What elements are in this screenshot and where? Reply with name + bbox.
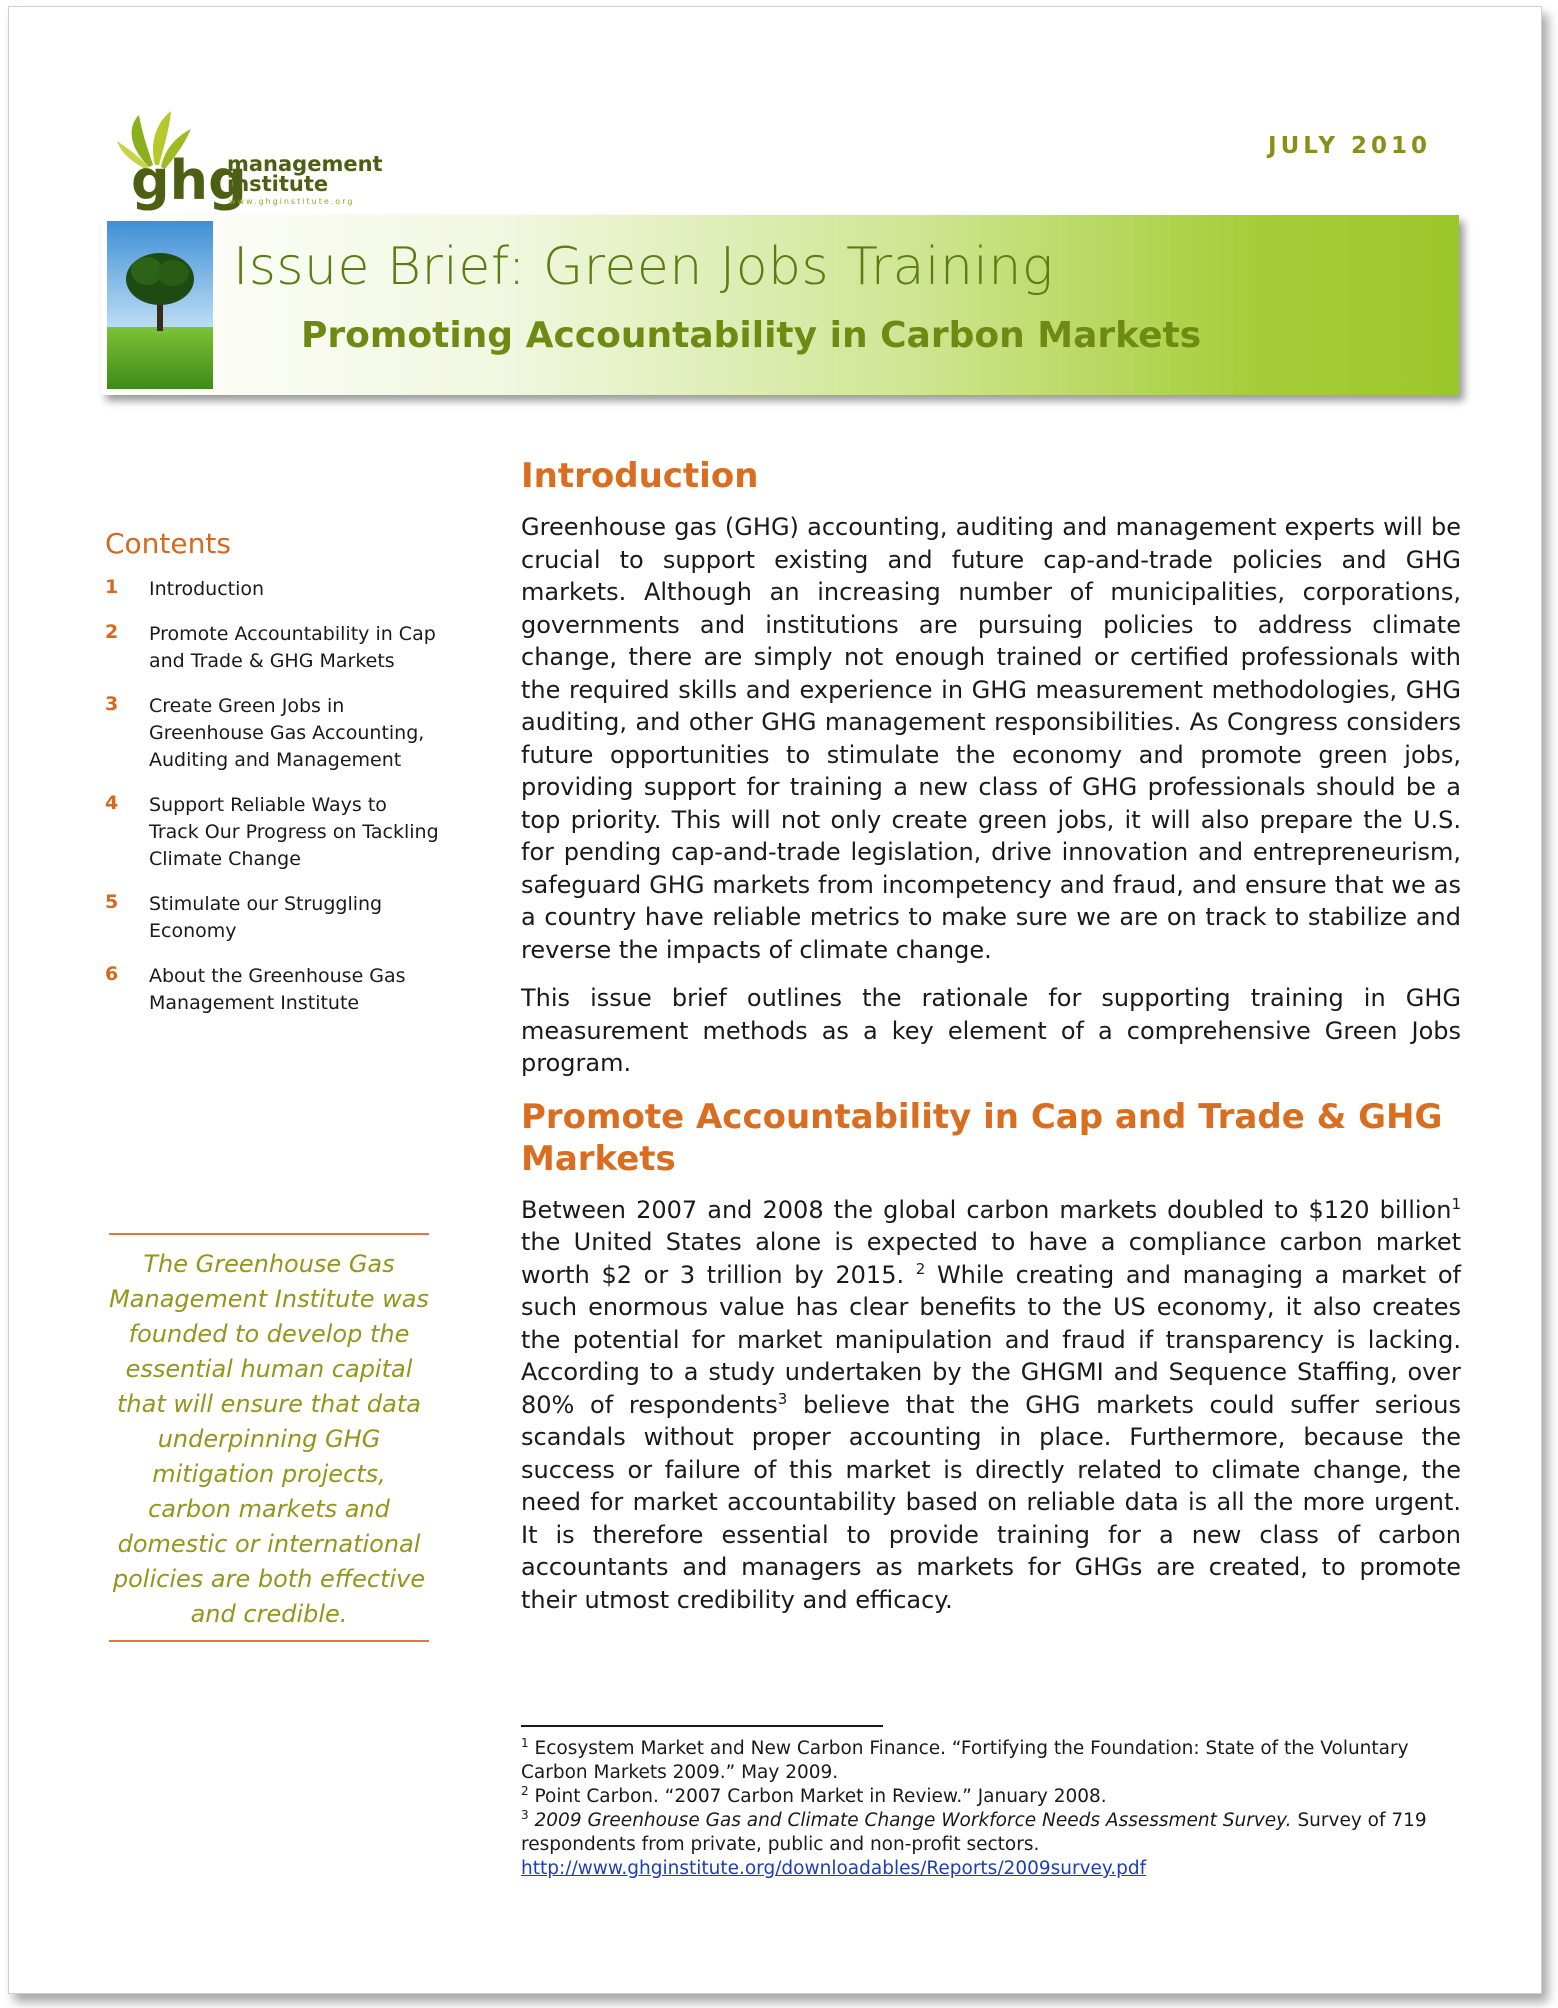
toc-item-label: Support Reliable Ways to Track Our Progress on Tackling Climate Change bbox=[149, 794, 439, 870]
toc-item[interactable] bbox=[105, 621, 445, 675]
document-page bbox=[8, 6, 1542, 1994]
tree-photo bbox=[107, 221, 213, 389]
ghg-logo bbox=[109, 107, 449, 217]
footnote-ref-1[interactable]: 1 bbox=[1451, 1194, 1461, 1213]
toc-item[interactable] bbox=[105, 891, 445, 945]
svg-text:institute: institute bbox=[227, 172, 329, 196]
footnote-2 bbox=[521, 1785, 1461, 1809]
accountability-heading: Promote Accountability in Cap and Trade & GHG Markets bbox=[521, 1096, 1443, 1179]
paragraph-text: While creating and managing a market of such enormous value has clear benefits to the US economy, it also creates the potential for market manipulation and fraud if transparency is lacking. According to a study undertaken by the GHGMI and Sequence Staffing, over 80% of respondents bbox=[521, 1260, 1461, 1419]
svg-text:www.ghginstitute.org: www.ghginstitute.org bbox=[229, 197, 355, 206]
toc-item-number: 6 bbox=[105, 963, 119, 985]
toc-item-number: 5 bbox=[105, 891, 119, 913]
footnote-number: 3 bbox=[521, 1807, 529, 1822]
footnote-number: 1 bbox=[521, 1735, 529, 1750]
paragraph-text: believe that the GHG markets could suffer serious scandals without proper accounting in place. Furthermore, because the success or failure of this market is directly related to climate change, the need for market accountability based on reliable data is all the more urgent. It is therefore essential to provide training for a new class of carbon accountants and managers as markets for GHGs are created, to promote their utmost credibility and efficacy. bbox=[521, 1390, 1461, 1614]
toc-item-label: About the Greenhouse Gas Management Institute bbox=[149, 965, 406, 1014]
toc-item-label: Stimulate our Struggling Economy bbox=[149, 893, 383, 942]
footnote-ref-2[interactable]: 2 bbox=[915, 1259, 926, 1278]
page-title: Issue Brief: Green Jobs Training bbox=[233, 237, 1054, 297]
toc-item-number: 2 bbox=[105, 621, 119, 643]
footnote-text: Survey of 719 respondents from private, public and non-profit sectors. bbox=[521, 1810, 1427, 1855]
introduction-paragraph-1: Greenhouse gas (GHG) accounting, auditing and management experts will be crucial to support existing and future cap-and-trade policies and GHG markets. Although an increasing number of municipalities, corporations, governments and institutions are pursuing policies to address climate change, there are simply not enough trained or certified professionals with the required skills and experience in GHG measurement methodologies, GHG auditing, and other GHG management responsibilities. As Congress considers future opportunities to stimulate the economy and promote green jobs, providing support for training a new class of GHG professionals should be a top priority. This will not only create green jobs, it will also prepare the U.S. for pending cap-and-trade legislation, drive innovation and entrepreneurism, safeguard GHG markets from incompetency and fraud, and ensure that we as a country have reliable metrics to make sure we are on track to stabilize and reverse the impacts of climate change. bbox=[521, 513, 1461, 964]
footnote-3 bbox=[521, 1809, 1461, 1881]
main-content bbox=[521, 455, 1461, 1632]
table-of-contents bbox=[105, 527, 445, 1035]
survey-pdf-link[interactable]: http://www.ghginstitute.org/downloadables/Reports/2009survey.pdf bbox=[521, 1858, 1147, 1879]
contents-heading: Contents bbox=[105, 527, 231, 560]
toc-item-number: 4 bbox=[105, 792, 119, 814]
footnote-number: 2 bbox=[521, 1783, 529, 1798]
svg-text:ghg: ghg bbox=[131, 149, 247, 212]
accountability-paragraph bbox=[521, 1194, 1461, 1617]
toc-item[interactable] bbox=[105, 576, 445, 603]
footnote-text: Ecosystem Market and New Carbon Finance. “Fortifying the Foundation: State of the Voluntary Carbon Markets 2009.” May 2009. bbox=[521, 1738, 1409, 1783]
toc-item-label: Promote Accountability in Cap and Trade & GHG Markets bbox=[149, 623, 436, 672]
leaf-logo-icon bbox=[109, 107, 449, 217]
paragraph-text: Between 2007 and 2008 the global carbon markets doubled to $120 billion bbox=[521, 1195, 1452, 1224]
toc-item[interactable] bbox=[105, 693, 445, 774]
toc-item-label: Introduction bbox=[149, 578, 265, 600]
page-subtitle: Promoting Accountability in Carbon Markets bbox=[301, 315, 1202, 356]
toc-item-label: Create Green Jobs in Greenhouse Gas Accounting, Auditing and Management bbox=[149, 695, 425, 771]
introduction-heading: Introduction bbox=[521, 456, 759, 496]
footnote-divider bbox=[521, 1725, 883, 1727]
footnotes bbox=[521, 1737, 1461, 1881]
issue-date: JULY 2010 bbox=[1268, 133, 1431, 159]
toc-item-number: 1 bbox=[105, 576, 119, 598]
pull-quote: The Greenhouse Gas Management Institute was founded to develop the essential human capital that will ensure that data underpinning GHG mitigation projects, carbon markets and domestic or international policies are both effective and credible. bbox=[109, 1233, 429, 1642]
footnote-text: Point Carbon. “2007 Carbon Market in Review.” January 2008. bbox=[528, 1786, 1107, 1807]
paragraph-text: the United States alone is expected to have a compliance carbon market worth $2 or 3 trillion by 2015. bbox=[521, 1228, 1461, 1289]
toc-item-number: 3 bbox=[105, 693, 119, 715]
toc-item[interactable] bbox=[105, 963, 445, 1017]
svg-text:management: management bbox=[227, 152, 383, 176]
footnote-ref-3[interactable]: 3 bbox=[777, 1389, 788, 1408]
introduction-paragraph-2: This issue brief outlines the rationale for supporting training in GHG measurement methods as a key element of a comprehensive Green Jobs program. bbox=[521, 984, 1461, 1077]
footnote-1 bbox=[521, 1737, 1461, 1785]
toc-item[interactable] bbox=[105, 792, 445, 873]
footnote-survey-title: 2009 Greenhouse Gas and Climate Change Workforce Needs Assessment Survey. bbox=[528, 1810, 1292, 1831]
title-banner bbox=[101, 215, 1459, 395]
